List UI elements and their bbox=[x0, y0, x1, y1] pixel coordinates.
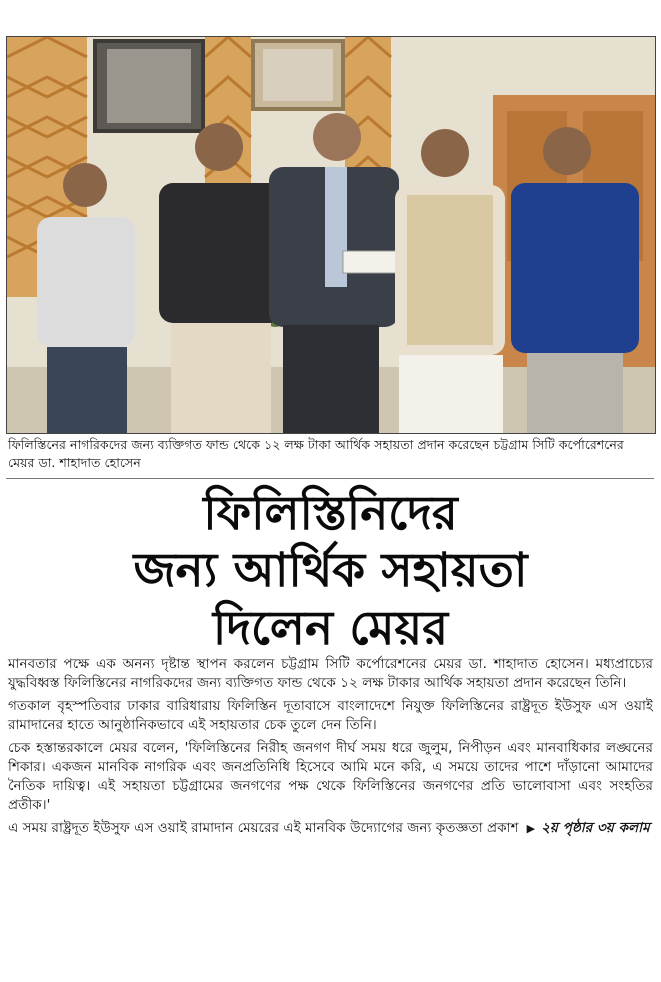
headline-line-3: দিলেন মেয়র bbox=[212, 601, 449, 656]
headline-line-1: ফিলিস্তিনিদের bbox=[203, 486, 458, 541]
paragraph-4-text: এ সময় রাষ্ট্রদূত ইউসুফ এস ওয়াই রামাদান মেয়রের এই মানবিক উদ্যোগের জন্য কৃতজ্ঞতা প্রকাশ bbox=[8, 820, 519, 836]
paragraph-2: গতকাল বৃহস্পতিবার ঢাকার বারিধারায় ফিলিস্তিন দূতাবাসে বাংলাদেশে নিযুক্ত ফিলিস্তিনের রাষ্ট্রদূত ইউসুফ এস ওয়াই রামাদানের হাতে আনুষ্ঠানিকভাবে এই সহায়তার চেক তুলে দেন তিনি। bbox=[8, 698, 653, 733]
headline bbox=[0, 486, 661, 658]
paragraph-3: চেক হস্তান্তরকালে মেয়র বলেন, 'ফিলিস্তিনের নিরীহ জনগণ দীর্ঘ সময় ধরে জুলুম, নিপীড়ন এবং মানবাধিকার লঙ্ঘনের শিকার। একজন মানবিক নাগরিক এবং জনপ্রতিনিধি হিসেবে আমি মনে করি, এ সময়ে তাদের পাশে দাঁড়ানো আমাদের নৈতিক দায়িত্ব। এই সহায়তা চট্টগ্রামের জনগণের পক্ষ থেকে ফিলিস্তিনের জনগণের প্রতি ভালোবাসা এবং সংহতির প্রতীক।' bbox=[8, 740, 653, 813]
article-body bbox=[8, 655, 653, 842]
continued-page-reference[interactable]: ২য় পৃষ্ঠার ৩য় কলাম bbox=[541, 820, 650, 836]
photo-caption: ফিলিস্তিনের নাগরিকদের জন্য ব্যক্তিগত ফান্ড থেকে ১২ লক্ষ টাকা আর্থিক সহায়তা প্রদান করেছেন চট্টগ্রাম সিটি কর্পোরেশনের মেয়র ডা. শাহাদাত হোসেন bbox=[8, 437, 624, 470]
paragraph-1: মানবতার পক্ষে এক অনন্য দৃষ্টান্ত স্থাপন করলেন চট্টগ্রাম সিটি কর্পোরেশনের মেয়র ডা. শাহাদাত হোসেন। মধ্যপ্রাচ্যের যুদ্ধবিধ্বস্ত ফিলিস্তিনের নাগরিকদের জন্য ব্যক্তিগত ফান্ড থেকে ১২ লক্ষ টাকার আর্থিক সহায়তা প্রদান করেছেন তিনি। bbox=[8, 656, 653, 691]
news-photo bbox=[6, 36, 656, 434]
headline-line-2: জন্য আর্থিক সহায়তা bbox=[133, 543, 528, 598]
continue-arrow-icon: ▶ bbox=[526, 822, 536, 835]
divider bbox=[6, 478, 654, 479]
paragraph-4 bbox=[8, 819, 653, 838]
